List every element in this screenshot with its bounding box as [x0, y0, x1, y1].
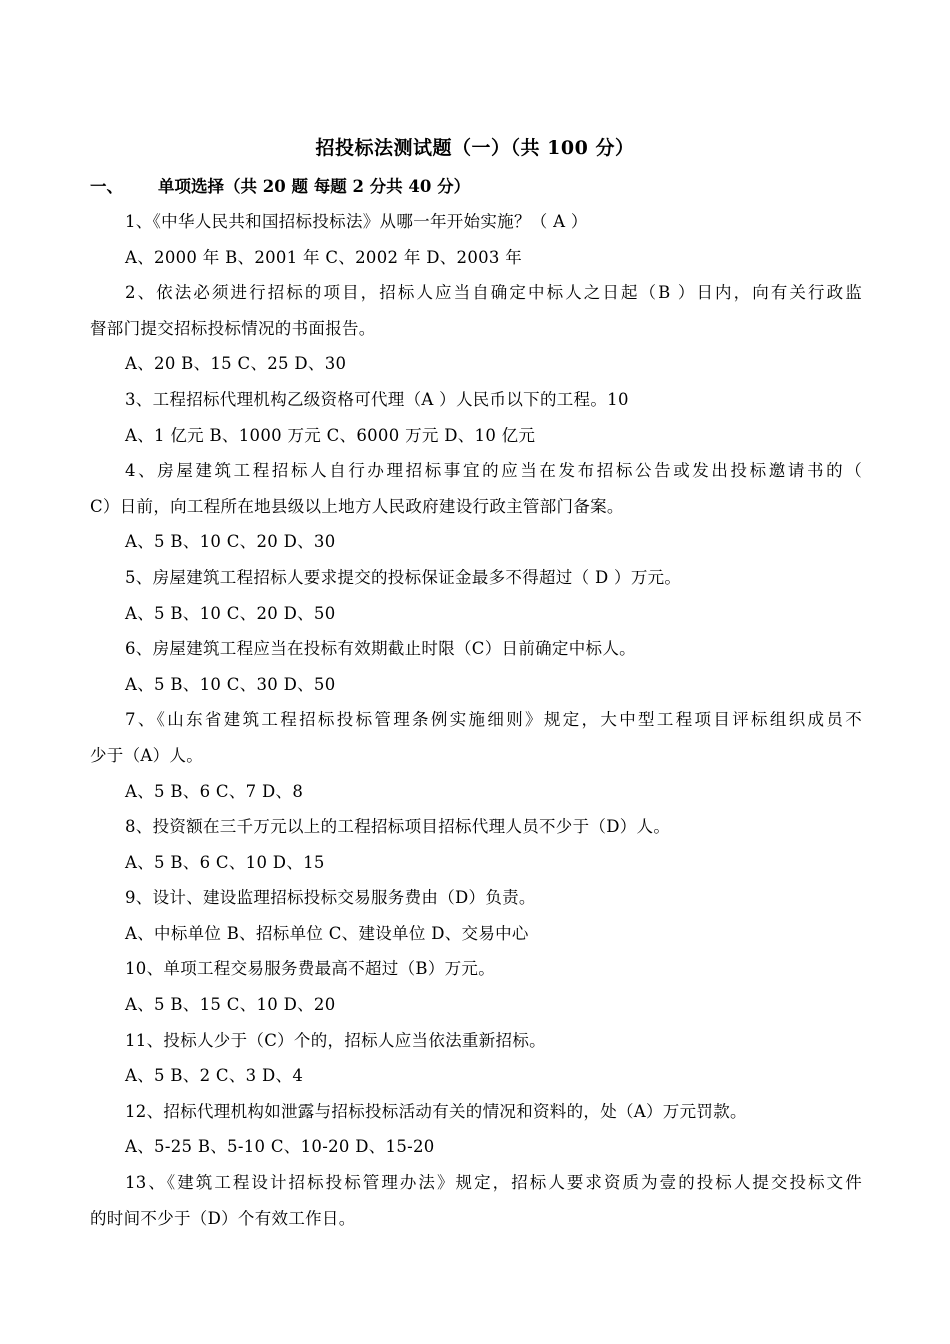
answer-options-line: A、5 B、2 C、3 D、4: [125, 1066, 304, 1086]
answer-options-line: A、20 B、15 C、25 D、30: [125, 354, 347, 374]
document-title: 招投标法测试题（一）（共 100 分）: [315, 137, 635, 159]
question-text-line: 少于（A）人。: [90, 745, 204, 765]
question-text-line: 5、房屋建筑工程招标人要求提交的投标保证金最多不得超过（ D ）万元。: [125, 567, 682, 587]
answer-options-line: A、5-25 B、5-10 C、10-20 D、15-20: [125, 1137, 435, 1157]
question-text-line: 3、工程招标代理机构乙级资格可代理（A ）人民币以下的工程。10: [125, 389, 629, 409]
question-text-line: 9、设计、建设监理招标投标交易服务费由（D）负责。: [125, 888, 536, 908]
question-text-line: 6、房屋建筑工程应当在投标有效期截止时限（C）日前确定中标人。: [125, 639, 636, 659]
answer-options-line: A、5 B、10 C、30 D、50: [125, 674, 336, 694]
question-text-line: 13、《建筑工程设计招标投标管理办法》规定，招标人要求资质为壹的投标人提交投标文件: [125, 1173, 862, 1193]
question-text-line: 1、《中华人民共和国招标投标法》从哪一年开始实施？（ A ）: [125, 212, 588, 231]
answer-options-line: A、5 B、15 C、10 D、20: [125, 995, 336, 1015]
section-number: 一、: [90, 177, 123, 196]
answer-options-line: A、5 B、6 C、7 D、8: [125, 781, 304, 801]
question-text-line: 4、房屋建筑工程招标人自行办理招标事宜的应当在发布招标公告或发出投标邀请书的（: [125, 461, 862, 481]
question-text-line: 10、单项工程交易服务费最高不超过（B）万元。: [125, 959, 496, 979]
question-text-line: 2、依法必须进行招标的项目，招标人应当自确定中标人之日起（B ）日内，向有关行政监: [125, 283, 862, 303]
question-text-line: 的时间不少于（D）个有效工作日。: [90, 1208, 356, 1228]
question-text-line: 12、招标代理机构如泄露与招标投标活动有关的情况和资料的，处（A）万元罚款。: [125, 1101, 747, 1121]
answer-options-line: A、2000 年 B、2001 年 C、2002 年 D、2003 年: [125, 247, 523, 267]
answer-options-line: A、5 B、10 C、20 D、50: [125, 603, 336, 623]
question-list: [90, 204, 862, 1236]
question-text-line: 11、投标人少于（C）个的，招标人应当依法重新招标。: [125, 1030, 546, 1050]
answer-options-line: A、1 亿元 B、1000 万元 C、6000 万元 D、10 亿元: [125, 425, 536, 445]
question-text-line: 督部门提交招标投标情况的书面报告。: [90, 318, 376, 338]
section-label: 单项选择（共 20 题 每题 2 分共 40 分）: [158, 177, 471, 196]
question-text-line: 7、《山东省建筑工程招标投标管理条例实施细则》规定，大中型工程项目评标组织成员不: [125, 710, 862, 730]
section-heading: [90, 173, 470, 201]
question-text-line: C）日前，向工程所在地县级以上地方人民政府建设行政主管部门备案。: [90, 496, 624, 516]
answer-options-line: A、中标单位 B、招标单位 C、建设单位 D、交易中心: [125, 923, 529, 943]
answer-options-line: A、5 B、10 C、20 D、30: [125, 532, 336, 552]
answer-options-line: A、5 B、6 C、10 D、15: [125, 852, 325, 872]
question-text-line: 8、投资额在三千万元以上的工程招标项目招标代理人员不少于（D）人。: [125, 817, 671, 837]
